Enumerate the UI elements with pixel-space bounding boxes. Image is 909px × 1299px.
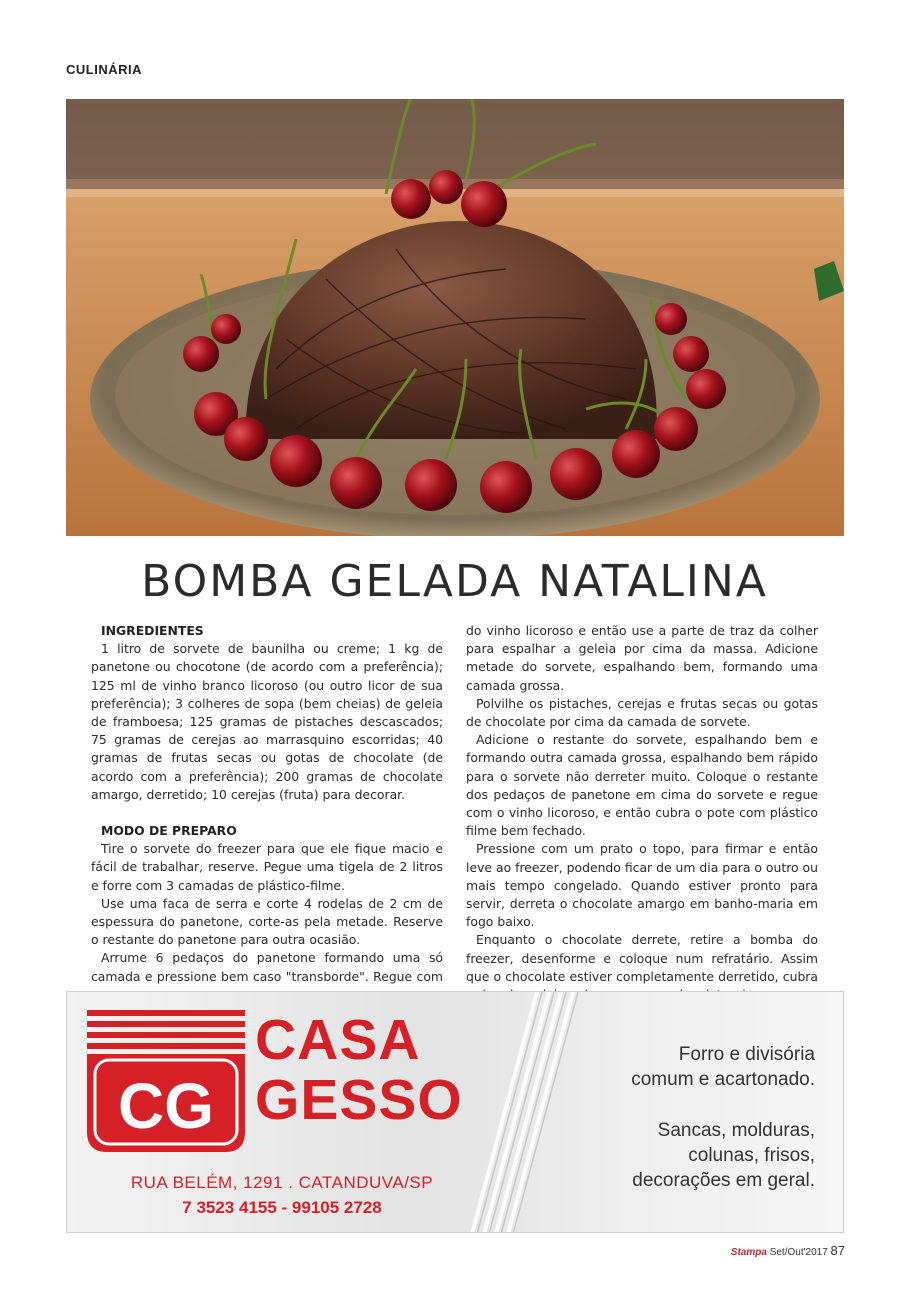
- method-paragraph-3-continued: do vinho licoroso e então use a parte de traz da colher para espalhar a geleia por cima da massa. Adicione metade do sorvete, espalhando bem, formando uma camada grossa.: [466, 623, 818, 693]
- ad-services-text-1: [631, 1042, 815, 1092]
- issue-date: Set/Out'2017: [769, 1247, 828, 1258]
- logo-letters: CG: [118, 1070, 214, 1142]
- method-paragraph-6: Pressione com um prato o topo, para firmar e então leve ao freezer, podendo ficar de um dia para o outro ou mais tempo congelado. Quando estiver pronto para servir, derreta o chocolate amargo em banho-maria em fogo baixo.: [466, 841, 818, 930]
- ad-services-text-2-line-2: colunas, frisos,: [688, 1145, 815, 1166]
- brand-name-line-1: CASA: [255, 1008, 421, 1072]
- article-column-right: [466, 622, 818, 1041]
- cake-photo-illustration: [66, 99, 844, 536]
- article-column-left: [91, 622, 443, 1004]
- method-paragraph-5: Adicione o restante do sorvete, espalhando bem e formando outra camada grossa, espalhando bem rápido para o sorvete não derreter muito. Coloque o restante dos pedaços de panetone em cima do sorvete e regue com o vinho licoroso, e então cubra o pote com plástico filme bem fechado.: [466, 732, 818, 839]
- method-paragraph-2: Use uma faca de serra e corte 4 rodelas de 2 cm de espessura do panetone, corte-as pela metade. Reserve o restante do panetone para outra ocasião.: [91, 895, 443, 948]
- method-paragraph-4: Polvilhe os pistaches, cerejas e frutas secas ou gotas de chocolate por cima da camada de sorvete.: [466, 695, 818, 730]
- magazine-name: Stampa: [730, 1247, 767, 1258]
- ad-services-text-2-line-3: decorações em geral.: [632, 1170, 815, 1191]
- ingredients-heading: INGREDIENTES: [101, 623, 204, 638]
- ad-services-text-2: [632, 1118, 815, 1193]
- method-paragraph-3: Arrume 6 pedaços do panetone formando uma só camada e pressione bem caso "transborde". Regue com: [91, 950, 443, 984]
- page-number: 87: [830, 1243, 845, 1258]
- hero-photo: [66, 99, 844, 536]
- casa-gesso-advertisement: [66, 991, 844, 1233]
- ad-services-text-1-line-2: comum e acartonado.: [631, 1069, 815, 1090]
- method-paragraph-1: Tire o sorvete do freezer para que ele fique macio e fácil de trabalhar, reserve. Pegue uma tigela de 2 litros e forre com 3 camadas de plástico-filme.: [91, 841, 443, 893]
- page-footer: [731, 1243, 845, 1258]
- ingredients-text: 1 litro de sorvete de baunilha ou creme; 1 kg de panetone ou chocotone (de acordo com a preferência); 125 ml de vinho branco licoroso (ou outro licor de sua preferência); 3 colheres de sopa (bem cheias) de geleia de framboesa; 125 gramas de pistaches descascados; 75 gramas de cerejas ao marrasquino escorridas; 40 gramas de frutas secas ou gotas de chocolate (de acordo com a preferência); 200 gramas de chocolate amargo, derretido; 10 cerejas (fruta) para decorar.: [91, 641, 443, 802]
- method-paragraph-7: Enquanto o chocolate derrete, retire a bomba do freezer, desenforme e coloque num refratário. Assim que o chocolate estiver completamente derretido, cubra: [466, 932, 818, 984]
- store-address: RUA BELÉM, 1291 . CATANDUVA/SP: [130, 1173, 434, 1192]
- ad-services-text-1-line-1: Forro e divisória: [678, 1044, 815, 1065]
- cg-logo-icon: [87, 1010, 245, 1152]
- brand-name-line-2: GESSO: [255, 1068, 463, 1132]
- article-title: BOMBA GELADA NATALINA: [141, 556, 768, 607]
- method-heading: MODO DE PREPARO: [101, 823, 237, 839]
- section-label: CULINÁRIA: [66, 62, 142, 77]
- store-phones: 7 3523 4155 - 99105 2728: [182, 1198, 382, 1217]
- ad-services-text-2-line-1: Sancas, molduras,: [657, 1120, 815, 1141]
- casa-gesso-logo: [87, 1010, 245, 1152]
